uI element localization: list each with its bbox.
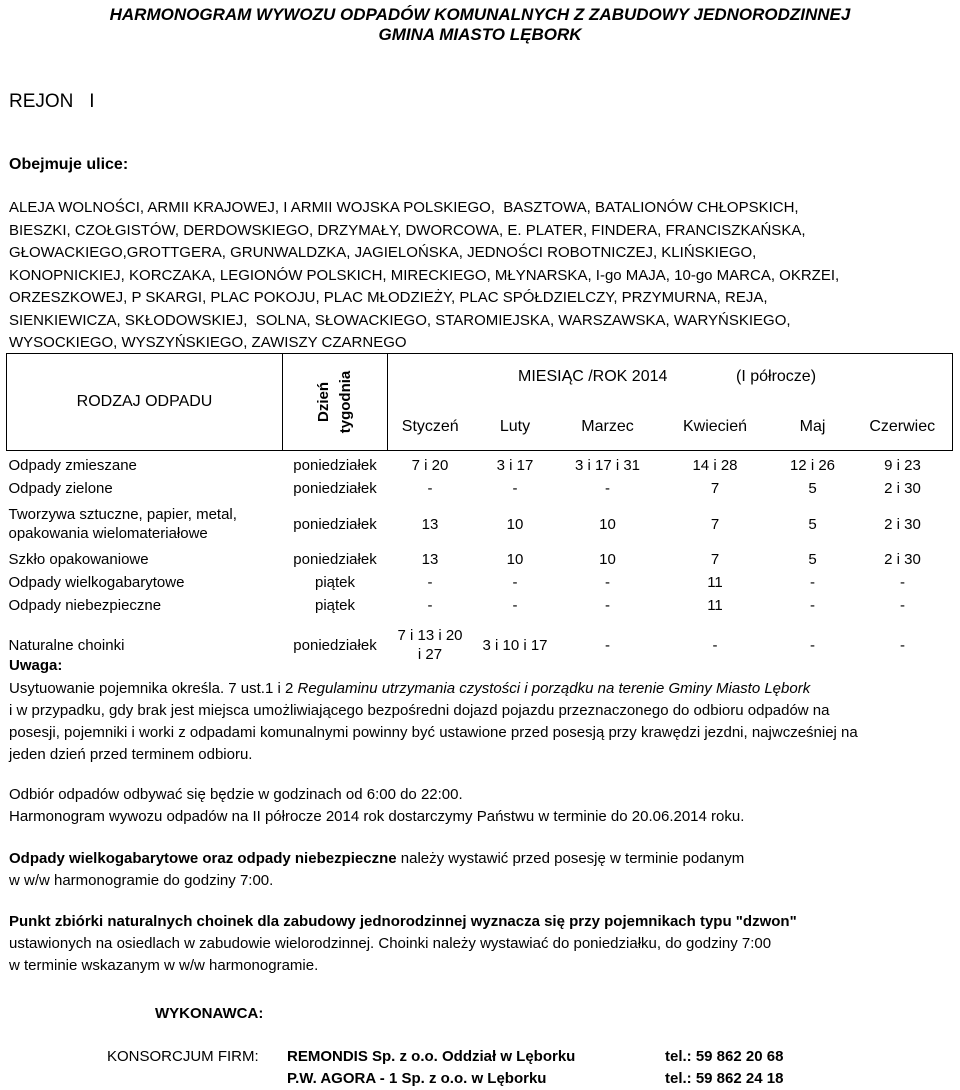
table-row [7,594,953,617]
waste-type-line: opakowania wielomateriałowe [8,525,208,542]
date-cell: - [712,636,718,654]
day-header-line: Dzień [315,382,332,423]
month-header: Marzec [558,403,658,451]
date-cell: 2 i 30 [884,480,921,497]
waste-type: Szkło opakowaniowe [8,551,149,568]
date-cell: - [810,636,815,654]
contractor-label: WYKONAWCA: [155,1005,264,1022]
date-cell: - [427,574,433,591]
bulky-waste-note [9,850,744,867]
placement-note [9,680,810,697]
date-cell: - [427,480,433,497]
date-cell: 2 i 30 [884,515,921,533]
collection-day: poniedziałek [293,457,377,474]
table-row [7,500,953,548]
waste-type: Naturalne choinki [8,636,125,654]
date-cell: - [512,574,518,591]
date-cell: 2 i 30 [884,551,921,568]
date-cell: - [900,574,905,591]
date-cell: 7 [710,551,720,568]
table-row [7,548,953,571]
date-cell: - [900,597,905,614]
date-cell: 9 i 23 [884,457,921,474]
date-cell-line: 7 i 13 i 20 [397,627,463,644]
table-row [7,571,953,594]
collection-day: piątek [314,597,356,614]
bulky-waste-text: należy wystawić przed posesję w terminie podanym [396,850,745,867]
date-cell: 13 [421,551,439,568]
month-header: Luty [473,403,558,451]
date-cell: 10 [599,551,616,568]
street-line: KONOPNICKIEJ, KORCZAKA, LEGIONÓW POLSKICH, MIRECKIEGO, MŁYNARSKA, I-go MAJA, 10-go MARCA, OKRZEI, [9,266,840,284]
regulation-title: Regulaminu utrzymania czystości i porządku na terenie Gminy Miasto Lębork [297,680,811,697]
date-cell: 7 [710,515,720,533]
date-cell: 7 [710,480,720,497]
half-year-label: (I półrocze) [736,368,817,385]
collection-day: poniedziałek [293,515,377,533]
date-cell: - [605,636,610,654]
table-row [7,477,953,500]
bulky-waste-bold: Odpady wielkogabarytowe oraz odpady niebezpieczne [9,850,397,867]
street-line: ORZESZKOWEJ, P SKARGI, PLAC POKOJU, PLAC MŁODZIEŻY, PLAC SPÓŁDZIELCZY, PRZYMURNA, REJA, [9,289,768,306]
month-year-label: MIESIĄC /ROK 2014 [518,368,668,385]
date-cell: 12 i 26 [789,457,836,474]
street-line: ALEJA WOLNOŚCI, ARMII KRAJOWEJ, I ARMII WOJSKA POLSKIEGO, BASZTOWA, BATALIONÓW CHŁOPSKICH, [9,199,799,216]
firm-name: REMONDIS Sp. z o.o. Oddział w Lęborku [287,1048,576,1065]
date-cell: 13 [421,515,439,533]
month-header: Czerwiec [853,403,953,451]
street-line: WYSOCKIEGO, WYSZYŃSKIEGO, ZAWISZY CZARNEGO [9,334,407,351]
street-line: BIESZKI, CZOŁGISTÓW, DERDOWSKIEGO, DRZYMAŁY, DWORCOWA, E. PLATER, FINDERA, FRANCISZKAŃSKA, [9,221,806,239]
street-line: SIENKIEWICZA, SKŁODOWSKIEJ, SOLNA, SŁOWACKIEGO, STAROMIEJSKA, WARSZAWSKA, WARYŃSKIEGO, [9,311,791,329]
table-row [7,617,953,673]
collection-day: poniedziałek [293,480,377,497]
date-cell: 3 i 17 [496,457,534,474]
date-cell: 10 [506,551,524,568]
note-heading: Uwaga: [9,657,63,674]
placement-note-line: i w przypadku, gdy brak jest miejsca umożliwiającego bezpośredni dojazd pojazdu przeznaczonego do odbioru odpadów na [9,702,830,719]
date-cell: 7 i 20 [411,457,449,474]
day-header-line: tygodnia [337,370,354,434]
day-of-week-header [283,354,388,451]
document-subtitle: GMINA MIASTO LĘBORK [378,25,582,44]
waste-type: Odpady zmieszane [8,457,137,474]
bulky-waste-note-line: w w/w harmonogramie do godziny 7:00. [9,872,274,889]
date-cell: 11 [707,574,723,591]
street-line: GŁOWACKIEGO,GROTTGERA, GRUNWALDZKA, JAGIELOŃSKA, JEDNOŚCI ROBOTNICZEJ, KLIŃSKIEGO, [9,244,757,261]
date-cell: - [605,574,610,591]
collection-day: poniedziałek [293,551,377,568]
waste-type: Odpady niebezpieczne [8,597,162,614]
month-year-header [388,354,953,404]
placement-note-line: jeden dzień przed terminem odbioru. [9,746,253,763]
waste-type [7,500,283,548]
collection-day: poniedziałek [293,636,377,654]
date-cell-line: i 27 [417,646,443,663]
collection-hours-note: Odbiór odpadów odbywać się będzie w godzinach od 6:00 do 22:00. [9,786,463,803]
date-cell: - [605,480,610,497]
placement-note-line: posesji, pojemniki i worki z odpadami komunalnymi powinny być ustawione przed posesją przy krawędzi jezdni, najwcześniej na [9,724,858,741]
date-cell: 10 [599,515,616,533]
date-cell: - [810,574,815,591]
christmas-tree-note-line: ustawionych na osiedlach w zabudowie wielorodzinnej. Choinki należy wystawiać do poniedziałku, do godziny 7:00 [9,935,772,952]
date-cell: - [900,636,905,654]
region-label: REJON I [9,91,95,112]
date-cell: 10 [506,515,524,533]
date-cell: 5 [808,480,817,497]
covers-label: Obejmuje ulice: [9,156,129,173]
second-half-note: Harmonogram wywozu odpadów na II półrocze 2014 rok dostarczymy Państwu w terminie do 20.06.2014 roku. [9,808,745,825]
waste-type: Odpady zielone [8,480,113,497]
christmas-tree-note: Punkt zbiórki naturalnych choinek dla zabudowy jednorodzinnej wyznacza się przy pojemnikach typu "dzwon" [9,913,797,930]
consortium-label: KONSORCJUM FIRM: [107,1048,259,1065]
christmas-tree-note-line: w terminie wskazanym w w/w harmonogramie. [9,957,319,974]
date-cell: 5 [808,551,817,568]
date-cell [388,617,473,673]
month-header: Maj [773,403,853,451]
date-cell: 3 i 17 i 31 [574,457,641,474]
date-cell: - [605,597,610,614]
month-header: Kwiecień [658,403,773,451]
month-header: Styczeń [388,403,473,451]
date-cell: 3 i 10 i 17 [482,636,548,654]
date-cell: 5 [808,515,817,533]
date-cell: 11 [707,597,723,614]
table-row [7,454,953,477]
date-cell: 14 i 28 [692,457,738,474]
waste-type-line: Tworzywa sztuczne, papier, metal, [8,506,237,523]
placement-reference: . 7 ust.1 i 2 [219,680,298,697]
waste-type-header: RODZAJ ODPADU [7,354,283,451]
date-cell: - [427,597,433,614]
collection-day: piątek [314,574,356,591]
document-title: HARMONOGRAM WYWOZU ODPADÓW KOMUNALNYCH Z ZABUDOWY JEDNORODZINNEJ [109,5,851,24]
date-cell: - [810,597,815,614]
waste-type: Odpady wielkogabarytowe [8,574,185,591]
firm-name: P.W. AGORA - 1 Sp. z o.o. w Lęborku [287,1070,547,1087]
firm-phone: tel.: 59 862 20 68 [665,1048,784,1065]
date-cell: - [512,597,518,614]
placement-text: Usytuowanie pojemnika określa [9,680,220,697]
date-cell: - [512,480,518,497]
schedule-table [6,353,953,673]
firm-phone: tel.: 59 862 24 18 [665,1070,784,1087]
street-list [9,197,954,355]
